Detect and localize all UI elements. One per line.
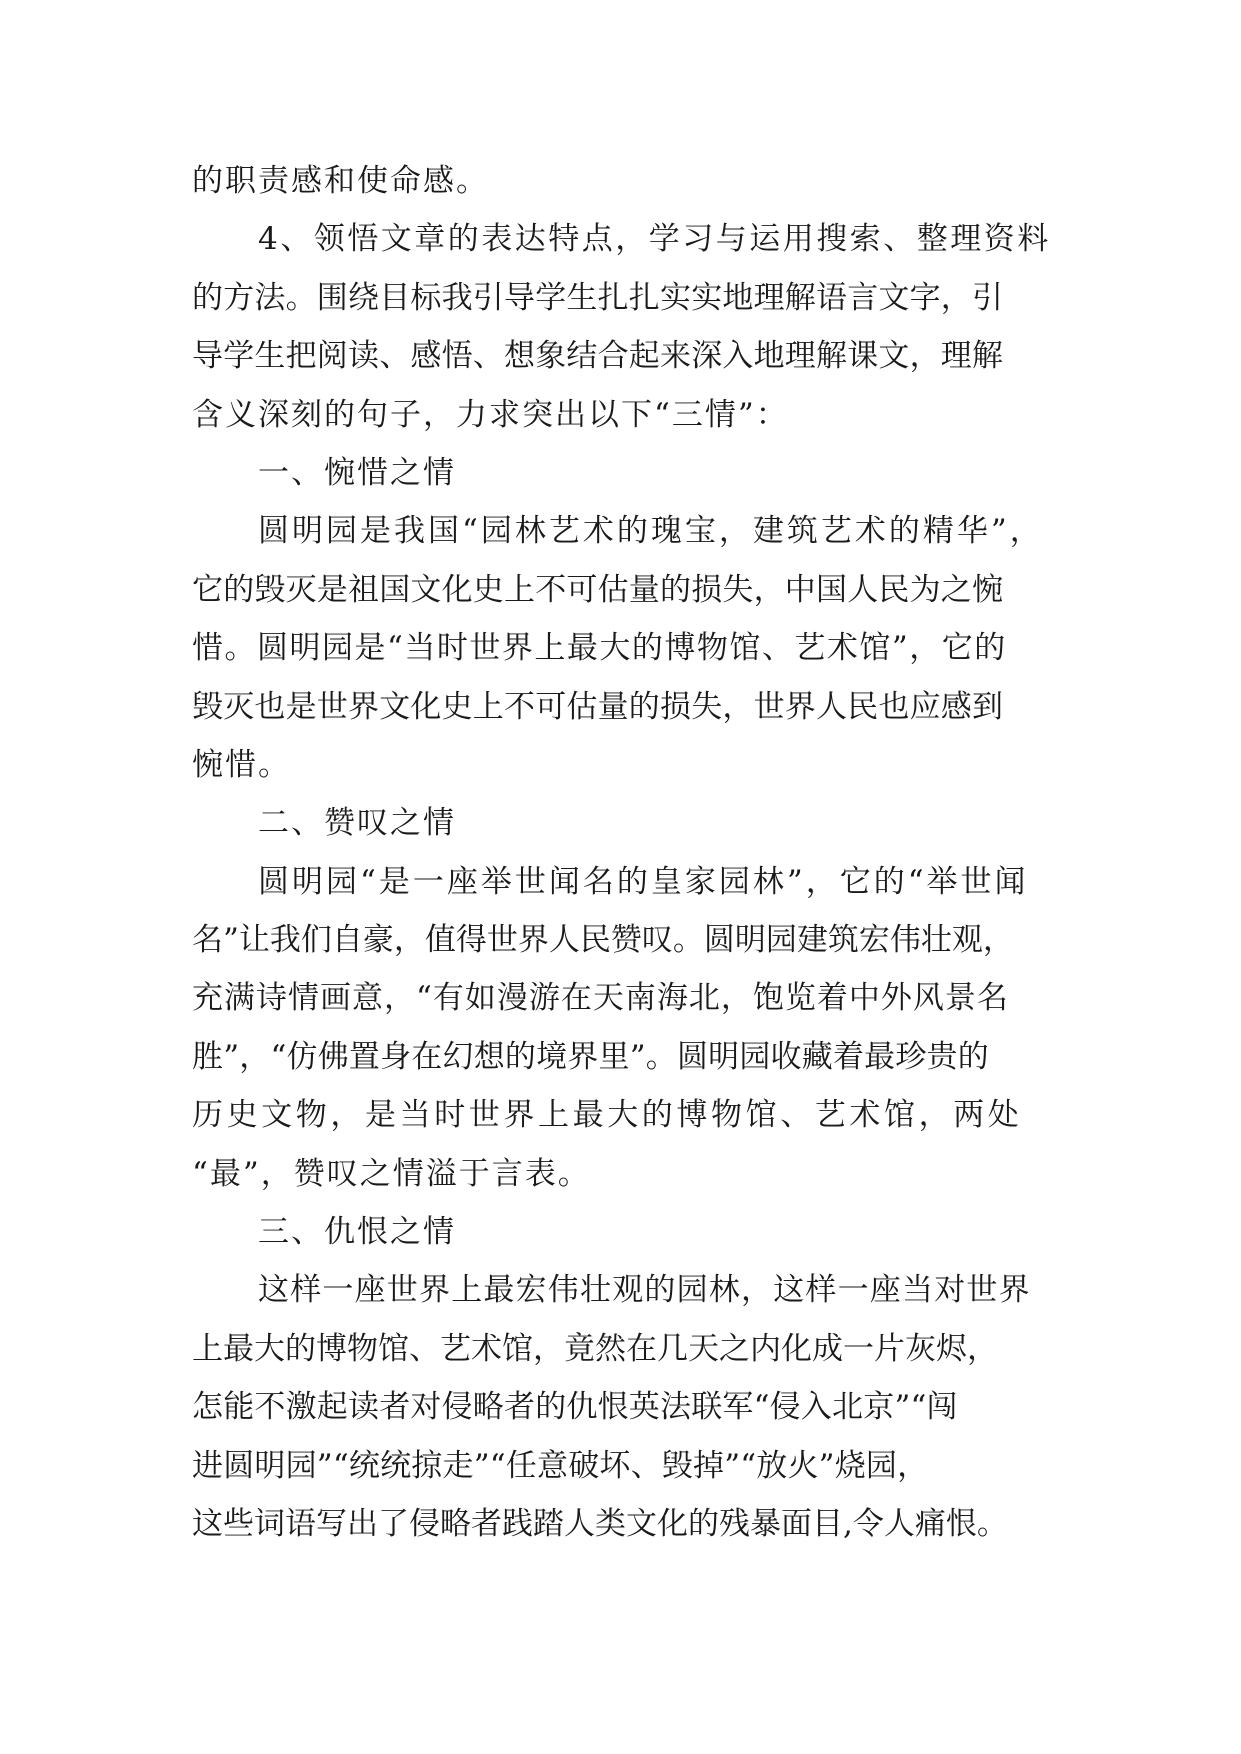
text-line: 三、仇恨之情 [258,1214,456,1251]
text-line: 惜。圆明园是“当时世界上最大的博物馆、艺术馆”，它的 [192,630,1007,667]
text-line: 名”让我们自豪，值得世界人民赞叹。圆明园建筑宏伟壮观， [192,922,1014,959]
text-line: 怎能不激起读者对侵略者的仇恨英法联军“侵入北京”“闯 [192,1389,958,1426]
document-body [192,152,1052,1553]
text-line: 历史文物，是当时世界上最大的博物馆、艺术馆，两处 [192,1097,1023,1134]
text-line: 二、赞叹之情 [258,805,456,842]
text-line: 胜”，“仿佛置身在幻想的境界里”。圆明园收藏着最珍贵的 [192,1038,989,1075]
text-line: 这些词语写出了侵略者践踏人类文化的残暴面目,令人痛恨。 [192,1505,1008,1542]
text-line: 的方法。围绕目标我引导学生扎扎实实地理解语言文字，引 [192,279,1004,316]
text-line: 充满诗情画意，“有如漫游在天南海北，饱览着中外风景名 [192,980,1009,1017]
text-line: 圆明园是我国“园林艺术的瑰宝，建筑艺术的精华”， [258,513,1044,550]
text-line: 惋惜。 [192,746,291,783]
text-line: 毁灭也是世界文化史上不可估量的损失，世界人民也应感到 [192,688,1004,725]
text-line: 导学生把阅读、感悟、想象结合起来深入地理解课文，理解 [192,338,1004,375]
text-line: 这样一座世界上最宏伟壮观的园林，这样一座当对世界 [258,1272,1031,1309]
text-line: 的职责感和使命感。 [192,163,489,199]
text-line: 上最大的博物馆、艺术馆，竟然在几天之内化成一片灰烬， [192,1330,998,1367]
text-line: 圆明园“是一座举世闻名的皇家园林”，它的“举世闻 [258,863,1029,900]
text-line: 含义深刻的句子，力求突出以下“三情”： [192,396,789,433]
text-line: 它的毁灭是祖国文化史上不可估量的损失，中国人民为之惋 [192,571,1004,608]
text-line: 4、领悟文章的表达特点，学习与运用搜索、整理资料 [258,221,1051,258]
text-line: 一、惋惜之情 [258,454,456,491]
text-line: 进圆明园”“统统掠走”“任意破坏、毁掉”“放火”烧园， [192,1447,929,1484]
text-line: “最”，赞叹之情溢于言表。 [192,1155,591,1192]
